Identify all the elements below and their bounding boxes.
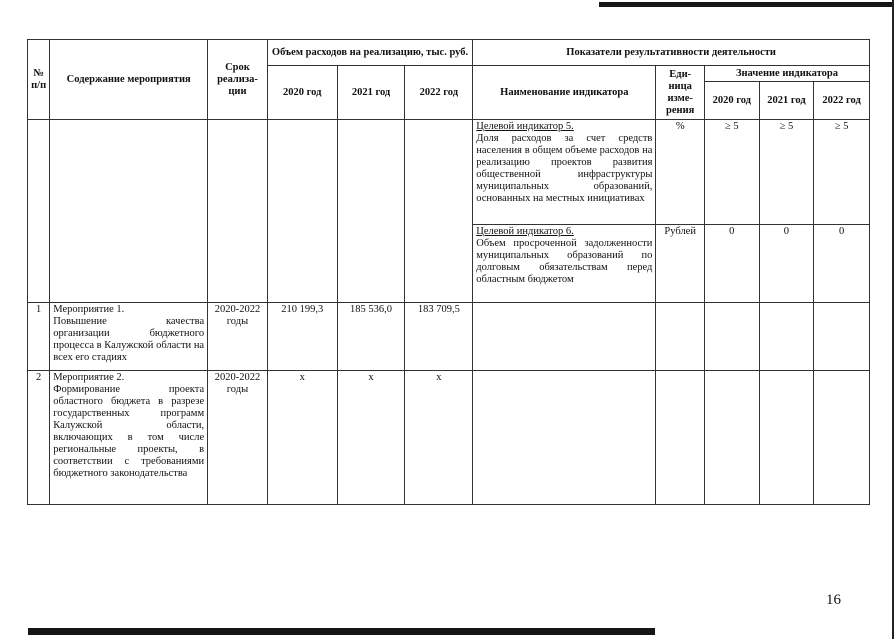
header-value-year-2022: 2022 год — [814, 82, 870, 120]
measure-term: 2020-2022 годы — [208, 371, 268, 505]
empty-cell — [50, 120, 208, 303]
page-number: 16 — [826, 592, 841, 608]
indicator-value: 0 — [704, 225, 759, 303]
empty-cell — [208, 120, 268, 303]
table-row — [28, 303, 870, 371]
empty-cell — [405, 120, 473, 303]
header-expense-year-2020: 2020 год — [267, 66, 337, 120]
empty-cell — [28, 120, 50, 303]
empty-cell — [704, 303, 759, 371]
indicator-text: Объем просроченной задолженности муниципальных образований по долговым обязательствам перед областным бюджетом — [476, 238, 653, 285]
empty-cell — [759, 371, 814, 505]
table-row — [28, 120, 870, 225]
indicator-title: Целевой индикатор 6. — [476, 226, 574, 237]
indicator-cell — [473, 225, 656, 303]
measure-title: Мероприятие 2. — [53, 372, 125, 383]
empty-cell — [473, 371, 656, 505]
measure-expense: х — [267, 371, 337, 505]
header-expenses-group: Объем расходов на реализацию, тыс. руб. — [267, 40, 472, 66]
empty-cell — [704, 371, 759, 505]
empty-cell — [473, 303, 656, 371]
empty-cell — [656, 371, 705, 505]
indicator-value: ≥ 5 — [814, 120, 870, 225]
indicator-value: 0 — [814, 225, 870, 303]
measure-cell — [50, 371, 208, 505]
measure-text: Формирование проекта областного бюджета в разрезе государственных программ Калужской области, включающих в том числе региональные проекты, в соответствии с требованиями бюджетного законодательства — [53, 384, 205, 479]
header-expense-year-2022: 2022 год — [405, 66, 473, 120]
header-unit: Еди-ница изме-рения — [656, 66, 705, 120]
empty-cell — [759, 303, 814, 371]
scan-edge-bottom — [28, 628, 655, 635]
header-num: № п/п — [28, 40, 50, 120]
header-expense-year-2021: 2021 год — [337, 66, 405, 120]
scan-edge-top — [599, 2, 894, 7]
measure-title: Мероприятие 1. — [53, 304, 125, 315]
indicator-value: 0 — [759, 225, 814, 303]
indicator-text: Доля расходов за счет средств населения в общем объеме расходов на реализацию проектов развития общественной инфраструктуры муниципальных образований, основанных на местных инициативах — [476, 133, 653, 204]
header-term: Срок реализа-ции — [208, 40, 268, 120]
measure-expense: 185 536,0 — [337, 303, 405, 371]
header-value-year-2020: 2020 год — [704, 82, 759, 120]
empty-cell — [267, 120, 337, 303]
empty-cell — [814, 303, 870, 371]
indicator-title: Целевой индикатор 5. — [476, 121, 574, 132]
measure-text: Повышение качества организации бюджетного процесса в Калужской области на всех его стадиях — [53, 316, 205, 363]
header-content: Содержание мероприятия — [50, 40, 208, 120]
indicator-unit: Рублей — [656, 225, 705, 303]
header-indicators-group: Показатели результативности деятельности — [473, 40, 870, 66]
measure-term: 2020-2022 годы — [208, 303, 268, 371]
measure-num: 1 — [28, 303, 50, 371]
header-indicator-name: Наименование индикатора — [473, 66, 656, 120]
measure-expense: 183 709,5 — [405, 303, 473, 371]
indicator-unit: % — [656, 120, 705, 225]
program-measures-table — [27, 39, 870, 505]
measure-num: 2 — [28, 371, 50, 505]
measure-expense: х — [405, 371, 473, 505]
header-value-year-2021: 2021 год — [759, 82, 814, 120]
empty-cell — [656, 303, 705, 371]
measure-cell — [50, 303, 208, 371]
table-row — [28, 371, 870, 505]
indicator-value: ≥ 5 — [704, 120, 759, 225]
measure-expense: х — [337, 371, 405, 505]
empty-cell — [337, 120, 405, 303]
indicator-value: ≥ 5 — [759, 120, 814, 225]
measure-expense: 210 199,3 — [267, 303, 337, 371]
indicator-cell — [473, 120, 656, 225]
empty-cell — [814, 371, 870, 505]
header-values-group: Значение индикатора — [704, 66, 869, 82]
